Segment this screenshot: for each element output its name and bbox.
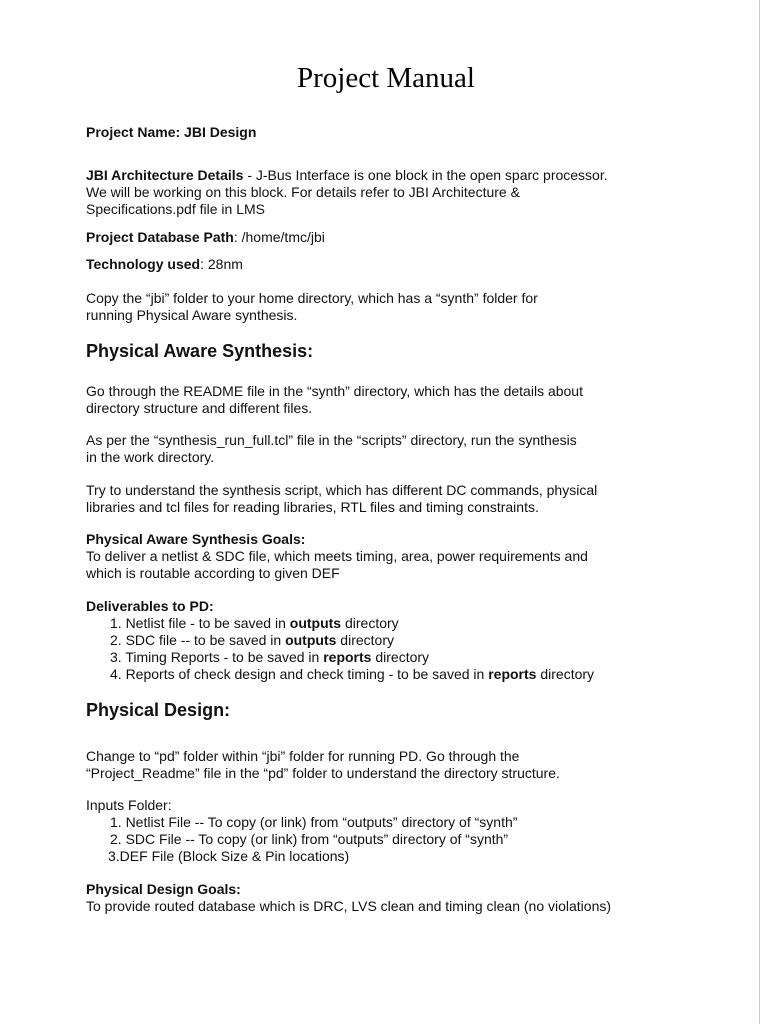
technology <box>86 256 686 273</box>
db-path-label: Project Database Path <box>86 229 234 245</box>
synthesis-p1-line-2: directory structure and different files. <box>86 400 313 416</box>
deliverables-heading: Deliverables to PD: <box>86 598 214 614</box>
deliverable-suffix: directory <box>371 649 430 665</box>
physical-design-heading: Physical Design: <box>86 700 231 720</box>
synthesis-goals <box>86 531 686 582</box>
db-path <box>86 229 686 246</box>
synthesis-goals-line-1: To deliver a netlist & SDC file, which meets timing, area, power requirements and <box>86 548 588 564</box>
technology-value: : 28nm <box>200 256 243 272</box>
synthesis-para-3 <box>86 482 686 516</box>
synthesis-goals-line-2: which is routable according to given DEF <box>86 565 340 581</box>
arch-details <box>86 167 686 218</box>
pd-p1-line-2: “Project_Readme” file in the “pd” folder to understand the directory structure. <box>86 765 560 781</box>
synthesis-p3-line-1: Try to understand the synthesis script, which has different DC commands, physical <box>86 482 598 498</box>
inputs-folder <box>86 797 686 865</box>
deliverable-suffix: directory <box>341 615 399 631</box>
deliverable-text: 3. Timing Reports - to be saved in <box>110 649 324 665</box>
deliverable-dir: outputs <box>285 632 337 648</box>
deliverable-dir: reports <box>323 649 372 665</box>
deliverable-dir: outputs <box>289 615 342 631</box>
project-name-label: Project Name: <box>86 124 181 140</box>
inputs-heading: Inputs Folder: <box>86 797 172 813</box>
deliverables <box>86 598 686 683</box>
page-title: Project Manual <box>297 62 475 94</box>
pd-goals <box>86 881 686 915</box>
pd-para-1 <box>86 748 686 782</box>
list-item <box>86 632 686 649</box>
copy-note <box>86 290 686 324</box>
synthesis-heading: Physical Aware Synthesis: <box>86 341 314 361</box>
deliverable-suffix: directory <box>336 632 394 648</box>
synthesis-p2-line-2: in the work directory. <box>86 449 215 465</box>
synthesis-p2-line-1: As per the “synthesis_run_full.tcl” file in the “scripts” directory, run the synthesis <box>86 432 577 448</box>
list-item <box>86 615 686 632</box>
deliverables-list <box>86 615 686 683</box>
pd-goals-line: To provide routed database which is DRC, LVS clean and timing clean (no violations) <box>86 898 612 914</box>
synthesis-p3-line-2: libraries and tcl files for reading libraries, RTL files and timing constraints. <box>86 499 539 515</box>
pd-p1-line-1: Change to “pd” folder within “jbi” folder for running PD. Go through the <box>86 748 520 764</box>
synthesis-para-2 <box>86 432 686 466</box>
project-name <box>86 124 686 141</box>
arch-label: JBI Architecture Details <box>86 167 244 183</box>
synthesis-p1-line-1: Go through the README file in the “synth” directory, which has the details about <box>86 383 583 399</box>
list-item: 2. SDC File -- To copy (or link) from “outputs” directory of “synth” <box>110 831 509 847</box>
copy-note-line-1: Copy the “jbi” folder to your home directory, which has a “synth” folder for <box>86 290 538 306</box>
technology-label: Technology used <box>86 256 201 272</box>
list-item <box>86 666 686 683</box>
copy-note-line-2: running Physical Aware synthesis. <box>86 307 298 323</box>
deliverable-text: 2. SDC file -- to be saved in <box>110 632 286 648</box>
pd-goals-heading: Physical Design Goals: <box>86 881 241 897</box>
project-name-value: JBI Design <box>184 124 257 140</box>
deliverable-text: 1. Netlist file - to be saved in <box>110 615 290 631</box>
inputs-list <box>86 814 686 865</box>
deliverable-suffix: directory <box>536 666 595 682</box>
list-item: 1. Netlist File -- To copy (or link) from “outputs” directory of “synth” <box>110 814 518 830</box>
arch-line-1: - J-Bus Interface is one block in the open sparc processor. <box>243 167 608 183</box>
deliverable-dir: reports <box>488 666 537 682</box>
synthesis-goals-heading: Physical Aware Synthesis Goals: <box>86 531 306 547</box>
list-item <box>86 649 686 666</box>
db-path-value: : /home/tmc/jbi <box>233 229 325 245</box>
deliverable-text: 4. Reports of check design and check timing - to be saved in <box>110 666 489 682</box>
synthesis-para-1 <box>86 383 686 417</box>
arch-line-3: Specifications.pdf file in LMS <box>86 201 265 217</box>
page-edge <box>759 0 760 1024</box>
list-item: 3.DEF File (Block Size & Pin locations) <box>108 848 350 864</box>
arch-line-2: We will be working on this block. For details refer to JBI Architecture & <box>86 184 520 200</box>
